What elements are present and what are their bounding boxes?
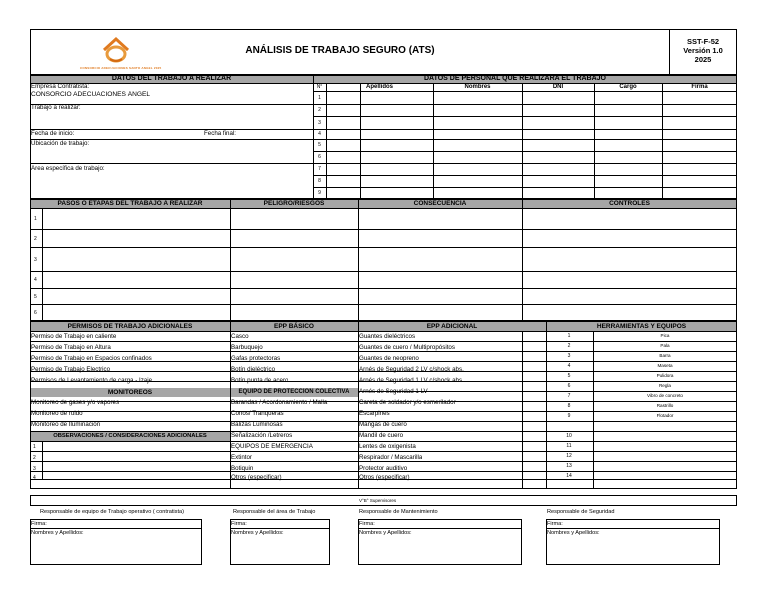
steps-col-controls: CONTROLES — [609, 200, 650, 207]
signature-firma-label: Firma: — [31, 521, 47, 527]
tool-item[interactable]: Pica — [660, 333, 670, 338]
signature-box-contractor[interactable] — [30, 519, 202, 565]
epp-extra-heading: EPP ADICIONAL — [426, 323, 478, 330]
permits-heading: PERMISOS DE TRABAJO ADICIONALES — [67, 323, 193, 330]
signature-names-label: Nombres y Apellidos: — [31, 530, 84, 536]
epp-extra-item[interactable]: Respirador / Mascarilla — [359, 454, 423, 461]
personnel-row-number: 7 — [318, 166, 321, 172]
location-label: Ubicación de trabajo: — [31, 140, 90, 147]
personnel-heading: DATOS DE PERSONAL QUE REALIZARA EL TRABAJO — [423, 75, 607, 82]
tool-number: 1 — [567, 333, 571, 339]
monitoring-item[interactable]: Monitoreo de ruido — [31, 410, 83, 417]
observation-row-number: 2 — [33, 455, 36, 461]
signature-names-label: Nombres y Apellidos: — [231, 530, 284, 536]
monitoring-heading: MONITOREOS — [107, 389, 153, 396]
collective-heading: EQUIPO DE PROTECCION COLECTIVA — [238, 389, 350, 395]
signature-role: Responsable de Mantenimiento — [359, 509, 438, 515]
monitoring-item[interactable]: Monitoreo de gases y/o vapores — [31, 399, 120, 406]
signature-firma-label: Firma: — [359, 521, 375, 527]
tool-item[interactable]: Flotador — [656, 413, 674, 418]
epp-extra-item[interactable]: Arnés de Seguridad 2 LV c/shock abs. — [359, 366, 464, 373]
signature-names-label: Nombres y Apellidos: — [547, 530, 600, 536]
personnel-row-number: 5 — [318, 142, 321, 148]
document-year: 2025 — [694, 55, 712, 64]
end-date-label: Fecha final: — [204, 130, 236, 137]
collective-item[interactable]: Balizas Luminosas — [231, 421, 283, 428]
start-date-label: Fecha de inicio: — [31, 130, 75, 137]
personnel-col-surnames: Apellidos — [365, 84, 393, 90]
epp-extra-item[interactable]: Guantes dieléctricos — [359, 333, 416, 340]
epp-extra-item[interactable]: Lentes de oxigenista — [359, 443, 416, 450]
epp-basic-item[interactable]: Gafas protectoras — [231, 355, 281, 362]
collective-item[interactable]: Barandas / Acordonamiento / Malla — [231, 399, 328, 406]
step-row-number: 2 — [34, 236, 37, 242]
tool-item[interactable]: Regla — [658, 383, 671, 388]
logo-caption: CONSORCIO ADECUACIONES SANTO ANGEL 2025 — [80, 66, 162, 70]
tool-item[interactable]: Barra — [659, 353, 671, 358]
personnel-row-number: 3 — [318, 120, 321, 126]
epp-extra-item[interactable]: Escarpines — [359, 410, 390, 417]
personnel-row-number: 1 — [318, 95, 321, 101]
personnel-col-dni: DNI — [552, 84, 564, 90]
epp-extra-item[interactable]: Guantes de neopreno — [359, 355, 419, 362]
step-row-number: 3 — [34, 257, 37, 263]
steps-col-hazards: PELIGRO/RIESGOS — [263, 200, 325, 207]
observation-row-number: 1 — [33, 444, 36, 450]
epp-extra-item[interactable]: Careta de soldador y/o esmerilador — [359, 399, 456, 406]
personnel-col-names: Nombres — [464, 84, 491, 90]
personnel-row-number: 4 — [318, 131, 321, 137]
emergency-item[interactable]: Botiquin — [231, 465, 254, 472]
signature-firma-label: Firma: — [547, 521, 563, 527]
epp-extra-item[interactable]: Mangas de cuero — [359, 421, 407, 428]
personnel-row-number: 6 — [318, 154, 321, 160]
tool-item[interactable]: Vibro de concreto — [647, 393, 683, 398]
tool-number: 5 — [567, 373, 571, 379]
epp-extra-item[interactable]: Mandil de cuero — [359, 432, 404, 439]
signature-role: Responsable de Seguridad — [547, 509, 615, 515]
document-code: SST-F-52 — [686, 37, 720, 46]
step-row-number: 4 — [34, 277, 37, 283]
tool-item[interactable]: Pulidora — [656, 373, 674, 378]
tool-number: 7 — [567, 393, 571, 399]
tool-number: 4 — [567, 363, 571, 369]
tool-number: 11 — [566, 443, 572, 449]
permit-item[interactable]: Permisos de Levantamiento de carga - Izaje — [31, 377, 153, 384]
page-title: ANÁLISIS DE TRABAJO SEGURO (ATS) — [245, 45, 435, 56]
observations-heading: OBSERVACIONES / CONSIDERACIONES ADICIONALES — [53, 433, 207, 439]
personnel-row-number: 9 — [318, 190, 321, 196]
epp-extra-item[interactable]: Arnés de Seguridad 1 LV — [359, 388, 428, 395]
signature-role: Responsable del área de Trabajo — [233, 509, 316, 515]
observation-row-number: 4 — [33, 475, 36, 481]
personnel-row-number: 2 — [318, 107, 321, 113]
tool-number: 13 — [566, 463, 572, 469]
contractor-value[interactable]: CONSORCIO ADECUACIONES ÁNGEL — [31, 91, 151, 98]
tool-number: 14 — [566, 473, 572, 479]
monitoring-item[interactable]: Monitoreo de Iluminación — [31, 421, 101, 428]
steps-table — [30, 199, 737, 321]
tool-number: 3 — [567, 353, 571, 359]
task-label: Trabajo a realizar: — [31, 104, 81, 111]
signature-names-label: Nombres y Apellidos: — [359, 530, 412, 536]
tool-item[interactable]: Pala — [660, 343, 670, 348]
collective-item[interactable]: Señalización /Letreros — [231, 432, 293, 439]
steps-col-consequence: CONSECUENCIA — [413, 200, 467, 207]
collective-item[interactable]: Conos/ Tranqueras — [231, 410, 284, 417]
permit-item[interactable]: Permiso de Trabajo en caliente — [31, 333, 117, 340]
tool-number: 10 — [566, 433, 572, 439]
tool-item[interactable]: Rastrillo — [656, 403, 674, 408]
tool-number: 6 — [567, 383, 571, 389]
signature-box-maintenance[interactable] — [358, 519, 522, 565]
emergency-item[interactable]: Otros (especificar) — [231, 474, 282, 481]
epp-basic-item[interactable]: Casco — [231, 333, 249, 340]
personnel-col-signature: Firma — [691, 84, 708, 90]
observation-row-number: 3 — [33, 466, 36, 472]
supervisors-label: V°B° Supervisores — [359, 498, 397, 503]
tools-heading: HERRAMIENTAS Y EQUIPOS — [596, 323, 687, 330]
epp-basic-item[interactable]: Barbuquejo — [231, 344, 263, 351]
epp-basic-item[interactable]: Botín punta de acero — [231, 377, 289, 384]
epp-extra-item[interactable]: Otros (especificar) — [359, 474, 410, 481]
signature-firma-label: Firma: — [231, 521, 247, 527]
tool-number: 12 — [566, 453, 572, 459]
steps-col-steps: PASOS O ETAPAS DEL TRABAJO A REALIZAR — [57, 200, 203, 207]
personnel-row-number: 8 — [318, 178, 321, 184]
signature-box-safety[interactable] — [546, 519, 720, 565]
epp-extra-item[interactable]: Protector auditivo — [359, 465, 408, 472]
epp-extra-item[interactable]: Arnés de Seguridad 1 LV c/shock abs. — [359, 377, 464, 384]
step-row-number: 5 — [34, 294, 37, 300]
tool-number: 8 — [567, 403, 571, 409]
step-row-number: 1 — [34, 216, 37, 222]
permit-item[interactable]: Permiso de Trabajo en Altura — [31, 344, 111, 351]
personnel-col-number: N° — [316, 84, 323, 90]
contractor-label: Empresa Contratista: — [31, 83, 90, 90]
signature-role: Responsable de equipo de Trabajo operativo ( contratista) — [40, 509, 184, 515]
epp-basic-heading: EPP BÁSICO — [274, 323, 314, 330]
personnel-col-role: Cargo — [619, 84, 637, 90]
tool-item[interactable]: Maseta — [657, 363, 673, 368]
company-logo — [80, 30, 172, 74]
step-row-number: 6 — [34, 310, 37, 316]
document-version: Versión 1.0 — [683, 46, 723, 55]
permit-item[interactable]: Permiso de Trabajo Electrico — [31, 366, 111, 373]
permit-item[interactable]: Permiso de Trabajo en Espacios confinados — [31, 355, 152, 362]
tool-number: 9 — [567, 413, 571, 419]
emergency-heading: EQUIPOS DE EMERGENCIA — [231, 443, 313, 450]
emergency-item[interactable]: Extintor — [231, 454, 252, 461]
epp-extra-item[interactable]: Guantes de cuero / Multipropósitos — [359, 344, 455, 351]
work-data-heading: DATOS DEL TRABAJO A REALIZAR — [111, 75, 232, 82]
tool-number: 2 — [567, 343, 571, 349]
epp-basic-item[interactable]: Botín dieléctrico — [231, 366, 276, 373]
area-label: Área específica de trabajo: — [31, 165, 105, 172]
